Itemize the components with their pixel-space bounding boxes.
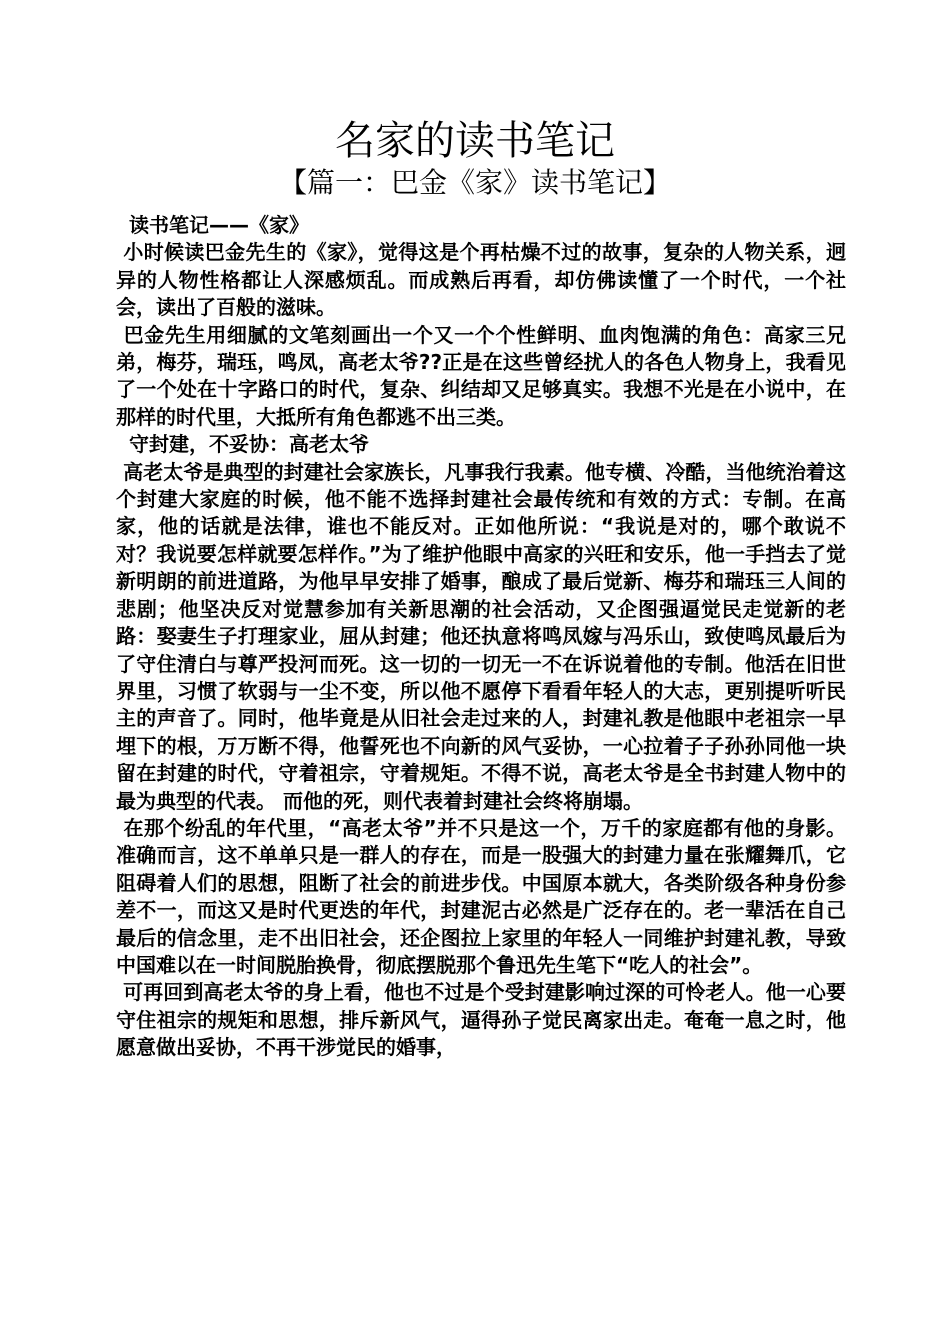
paragraph-characters: 巴金先生用细腻的文笔刻画出一个又一个个性鲜明、血肉饱满的角色：高家三兄弟，梅芬，瑞珏，鸣凤，高老太爷??正是在这些曾经扰人的各色人物身上，我看见了一个处在十字路口的时代，复杂、纠结却又足够真实。我想不光是在小说中，在那样的时代里，大抵所有角色都逃不出三类。: [116, 322, 846, 429]
paragraph-era: 在那个纷乱的年代里，“高老太爷”并不只是这一个，万千的家庭都有他的身影。准确而言，这不单单只是一群人的存在，而是一股强大的封建力量在张耀舞爪，它阻碍着人们的思想，阻断了社会的前进步伐。中国原本就大，各类阶级各种身份参差不一，而这又是时代更迭的年代，封建泥古必然是广泛存在的。老一辈活在自己最后的信念里，走不出旧社会，还企图拉上家里的年轻人一同维护封建礼教，导致中国难以在一时间脱胎换骨，彻底摆脱那个鲁迅先生笔下“吃人的社会”。: [116, 815, 846, 977]
document-subtitle: 【篇一：巴金《家》读书笔记】: [278, 166, 671, 199]
section-heading-gao-laotaiye: 守封建，不妥协：高老太爷: [122, 432, 369, 457]
paragraph-gao-laotaiye: 高老太爷是典型的封建社会家族长，凡事我行我素。他专横、冷酷，当他统治着这个封建大家庭的时候，他不能不选择封建社会最传统和有效的方式：专制。在高家，他的话就是法律，谁也不能反对。正如他所说：“我说是对的，哪个敢说不对？我说要怎样就要怎样作。”为了维护他眼中高家的兴旺和安乐，他一手挡去了觉新明朗的前进道路，为他早早安排了婚事，酿成了最后觉新、梅芬和瑞珏三人间的悲剧；他坚决反对觉慧参加有关新思潮的社会活动，又企图强逼觉民走觉新的老路：娶妻生子打理家业，屈从封建；他还执意将鸣凤嫁与冯乐山，致使鸣凤最后为了守住清白与尊严投河而死。这一切的一切无一不在诉说着他的专制。他活在旧世界里，习惯了软弱与一尘不变，所以他不愿停下看看年轻人的大志，更别提听听民主的声音了。同时，他毕竟是从旧社会走过来的人，封建礼教是他眼中老祖宗一早埋下的根，万万断不得，他誓死也不向新的风气妥协，一心拉着子子孙孙同他一块留在封建的时代，守着祖宗，守着规矩。不得不说，高老太爷是全书封建人物中的最为典型的代表。 而他的死，则代表着封建社会终将崩塌。: [116, 459, 847, 813]
document-body: [116, 212, 846, 1062]
paragraph-intro: 小时候读巴金先生的《家》，觉得这是个再枯燥不过的故事，复杂的人物关系，迥异的人物性格都让人深感烦乱。而成熟后再看，却仿佛读懂了一个时代，一个社会，读出了百般的滋味。: [116, 240, 846, 320]
paragraph-pitiful-old-man: 可再回到高老太爷的身上看，他也不过是个受封建影响过深的可怜老人。他一心要守住祖宗的规矩和思想，排斥新风气，逼得孙子觉民离家出走。奄奄一息之时，他愿意做出妥协，不再干涉觉民的婚事，: [116, 980, 847, 1060]
section-heading-reading-notes: 读书笔记——《家》: [122, 213, 309, 237]
document-title: 名家的读书笔记: [335, 118, 615, 164]
